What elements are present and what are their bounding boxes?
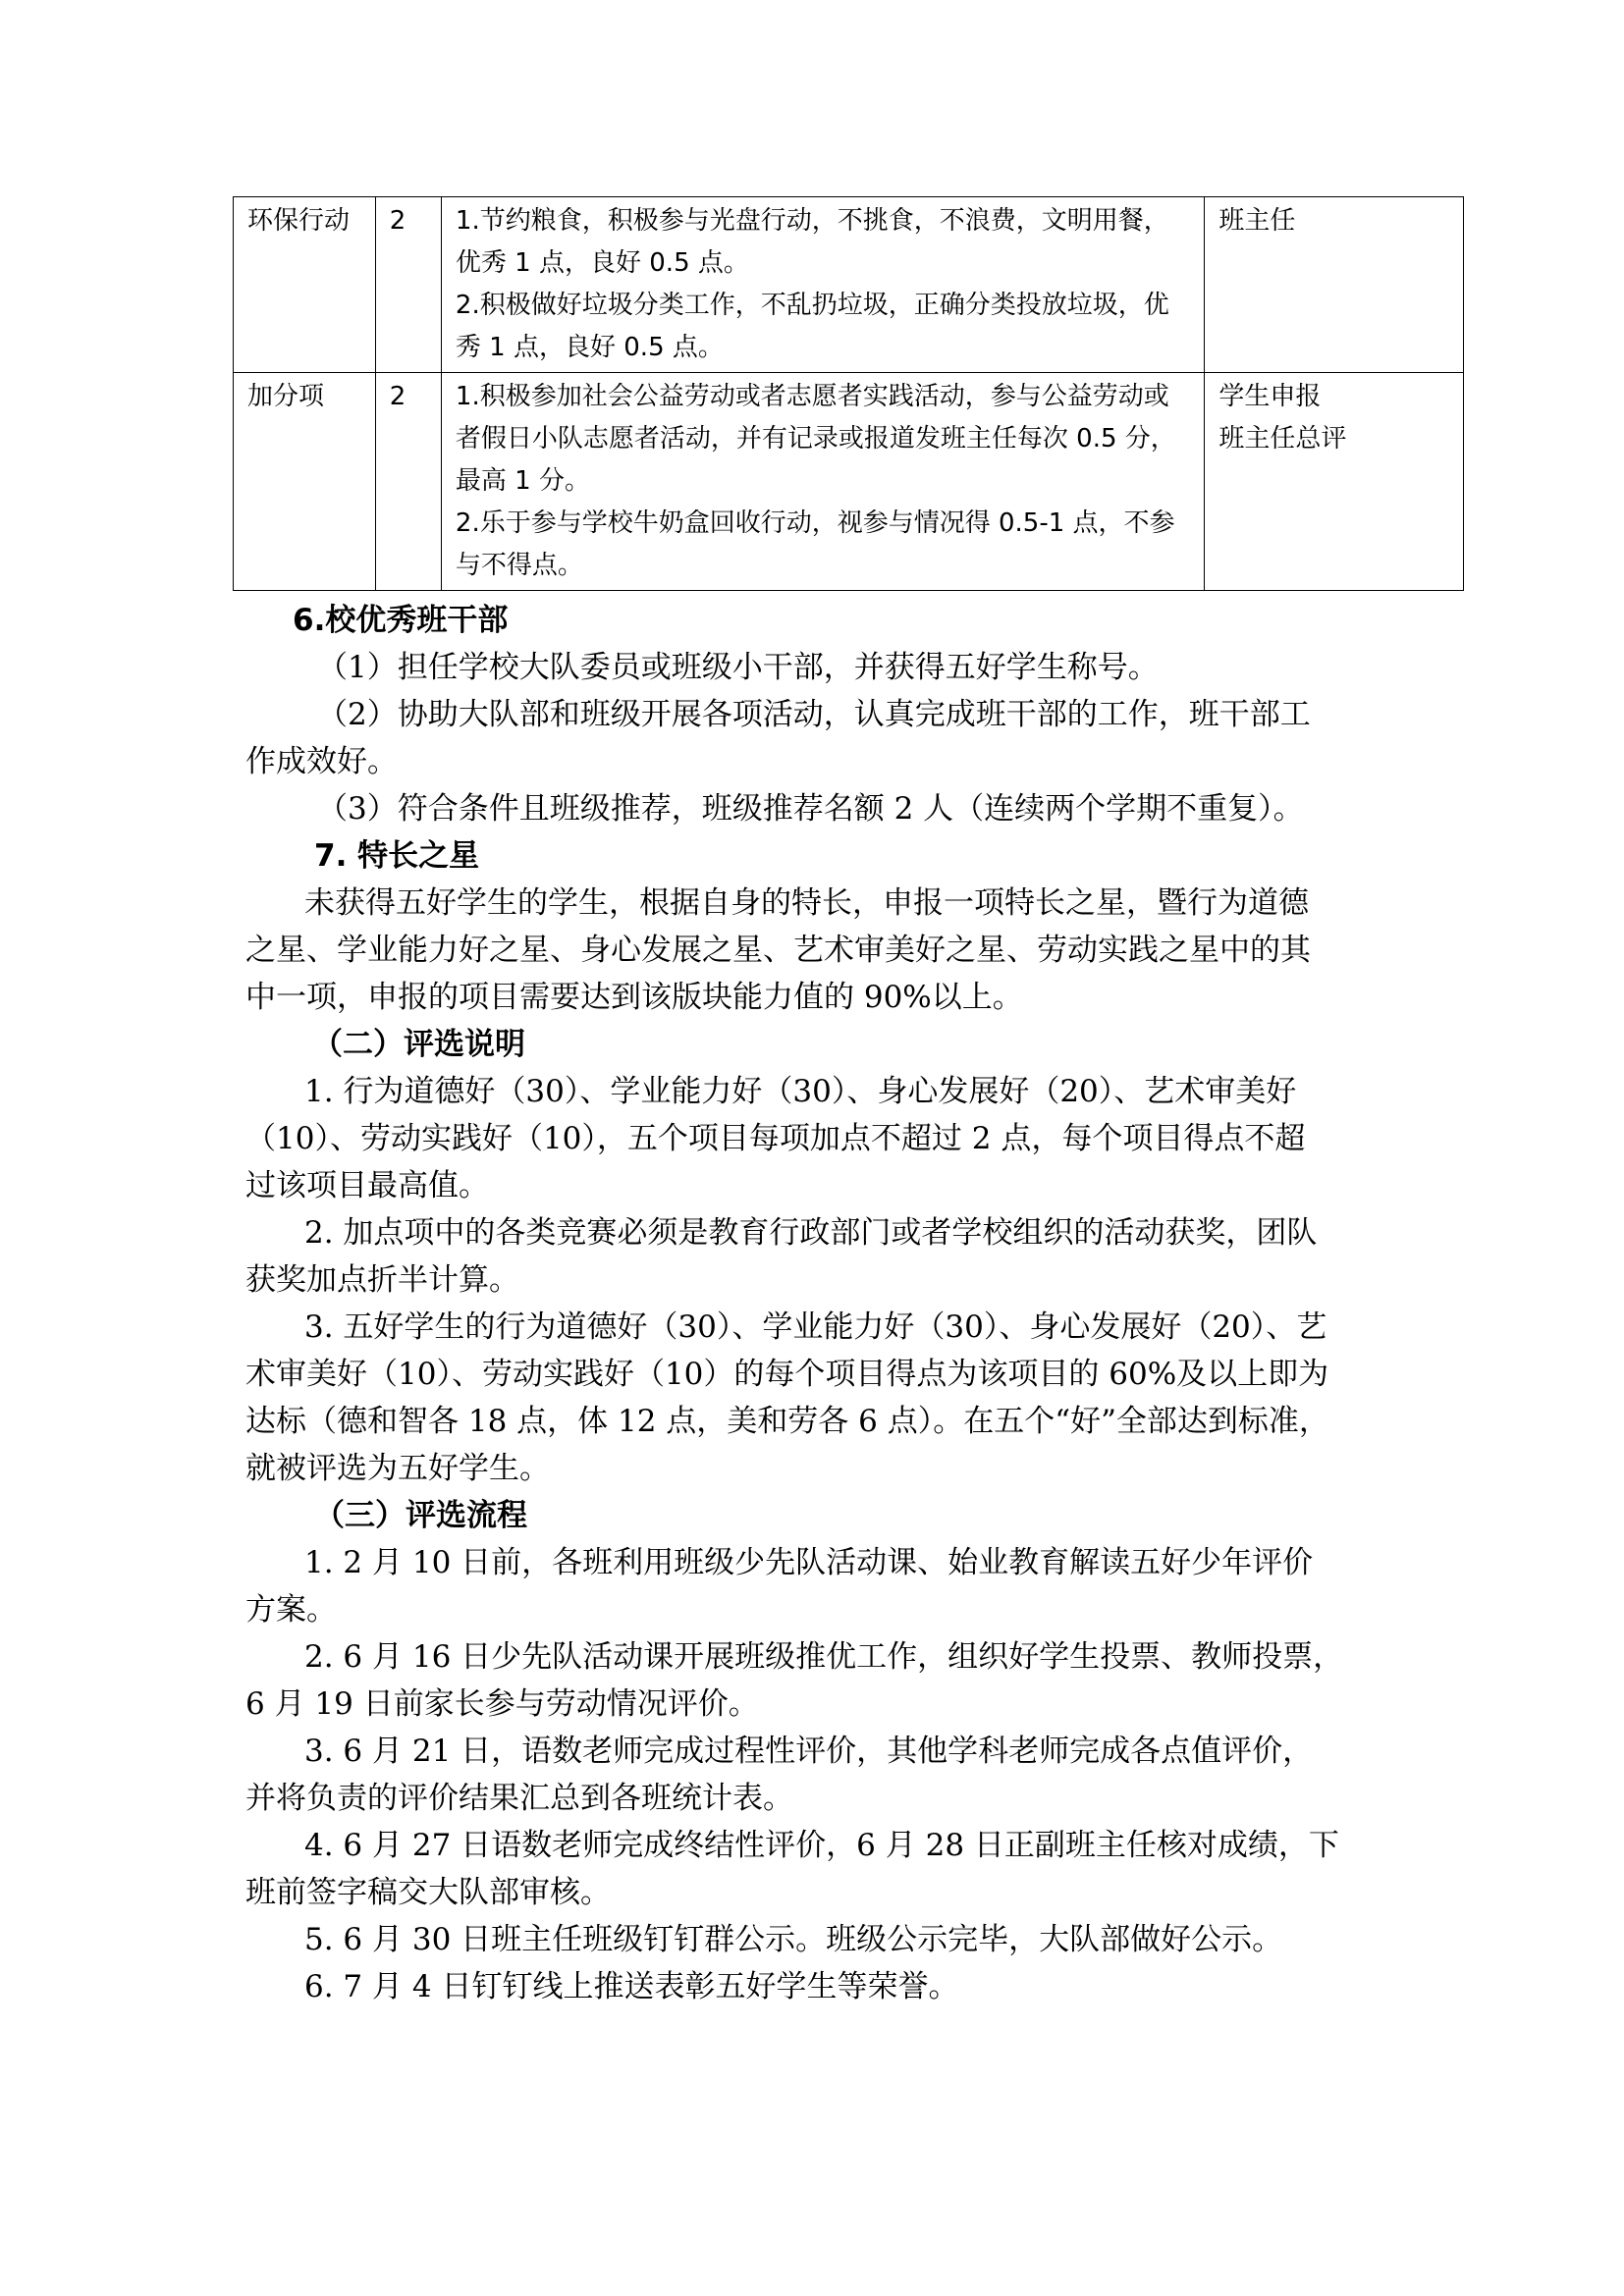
paragraph-line: 术审美好（10）、劳动实践好（10）的每个项目得点为该项目的 60%及以上即为 (245, 1357, 1329, 1392)
paragraph-line: 作成效好。 (245, 744, 398, 779)
item-name-cell: 环保行动 (234, 197, 376, 373)
criteria-cell (441, 373, 1204, 591)
criteria-item: 2.乐于参与学校牛奶盒回收行动，视参与情况得 0.5-1 点，不参与不得点。 (455, 508, 1175, 580)
criteria-table (233, 196, 1464, 591)
evaluator-text: 班主任总评 (1218, 424, 1347, 454)
paragraph-line: 就被评选为五好学生。 (245, 1451, 550, 1486)
paragraph-line: 1. 行为道德好（30）、学业能力好（30）、身心发展好（20）、艺术审美好 (304, 1074, 1297, 1109)
paragraph-line: 5. 6 月 30 日班主任班级钉钉群公示。班级公示完毕，大队部做好公示。 (304, 1922, 1283, 1957)
criteria-item: 1.积极参加社会公益劳动或者志愿者实践活动，参与公益劳动或者假日小队志愿者活动，并有记录或报道发班主任每次 0.5 分，最高 1 分。 (455, 382, 1176, 496)
paragraph-line: 获奖加点折半计算。 (245, 1262, 519, 1298)
paragraph-line: 6. 7 月 4 日钉钉线上推送表彰五好学生等荣誉。 (304, 1969, 959, 2004)
table-row (234, 373, 1464, 591)
section-heading: 7. 特长之星 (314, 838, 480, 874)
paragraph-line: （10）、劳动实践好（10），五个项目每项加点不超过 2 点，每个项目得点不超 (245, 1121, 1306, 1156)
points-cell: 2 (375, 373, 441, 591)
criteria-cell (441, 197, 1204, 373)
paragraph-line: 4. 6 月 27 日语数老师完成终结性评价，6 月 28 日正副班主任核对成绩，下 (304, 1828, 1339, 1863)
paragraph-line: 之星、学业能力好之星、身心发展之星、艺术审美好之星、劳动实践之星中的其 (245, 933, 1311, 968)
item-name-cell: 加分项 (234, 373, 376, 591)
section-heading: 6.校优秀班干部 (293, 603, 509, 638)
table-row (234, 197, 1464, 373)
paragraph-line: 2. 6 月 16 日少先队活动课开展班级推优工作，组织好学生投票、教师投票， (304, 1639, 1344, 1675)
paragraph-line: 达标（德和智各 18 点，体 12 点，美和劳各 6 点）。在五个“好”全部达到标准， (245, 1404, 1329, 1439)
paragraph-line: 6 月 19 日前家长参与劳动情况评价。 (245, 1686, 759, 1722)
paragraph-line: 3. 6 月 21 日，语数老师完成过程性评价，其他学科老师完成各点值评价， (304, 1734, 1314, 1769)
paragraph-line: （2）协助大队部和班级开展各项活动，认真完成班干部的工作，班干部工 (317, 697, 1311, 732)
evaluator-cell (1205, 373, 1464, 591)
paragraph-line: 方案。 (245, 1592, 337, 1628)
points-cell: 2 (375, 197, 441, 373)
paragraph-line: 过该项目最高值。 (245, 1168, 489, 1203)
paragraph-line: （3）符合条件且班级推荐，班级推荐名额 2 人（连续两个学期不重复）。 (317, 791, 1304, 827)
paragraph-line: 并将负责的评价结果汇总到各班统计表。 (245, 1781, 793, 1816)
section-heading: （二）评选说明 (312, 1027, 525, 1062)
criteria-item: 2.积极做好垃圾分类工作，不乱扔垃圾，正确分类投放垃圾，优秀 1 点，良好 0.5 点。 (455, 291, 1169, 362)
criteria-item: 1.节约粮食，积极参与光盘行动，不挑食，不浪费，文明用餐，优秀 1 点，良好 0.5 点。 (455, 206, 1169, 278)
paragraph-line: 班前签字稿交大队部审核。 (245, 1875, 611, 1910)
paragraph-line: 1. 2 月 10 日前，各班利用班级少先队活动课、始业教育解读五好少年评价 (304, 1545, 1314, 1580)
evaluator-cell (1205, 197, 1464, 373)
evaluator-text: 班主任 (1218, 206, 1296, 236)
paragraph-line: 未获得五好学生的学生，根据自身的特长，申报一项特长之星，暨行为道德 (304, 885, 1309, 921)
section-heading: （三）评选流程 (314, 1498, 527, 1533)
paragraph-line: 中一项，申报的项目需要达到该版块能力值的 90%以上。 (245, 980, 1023, 1015)
paragraph-line: （1）担任学校大队委员或班级小干部，并获得五好学生称号。 (317, 650, 1159, 685)
evaluator-text: 学生申报 (1218, 382, 1322, 411)
paragraph-line: 2. 加点项中的各类竞赛必须是教育行政部门或者学校组织的活动获奖，团队 (304, 1215, 1318, 1251)
paragraph-line: 3. 五好学生的行为道德好（30）、学业能力好（30）、身心发展好（20）、艺 (304, 1309, 1327, 1345)
